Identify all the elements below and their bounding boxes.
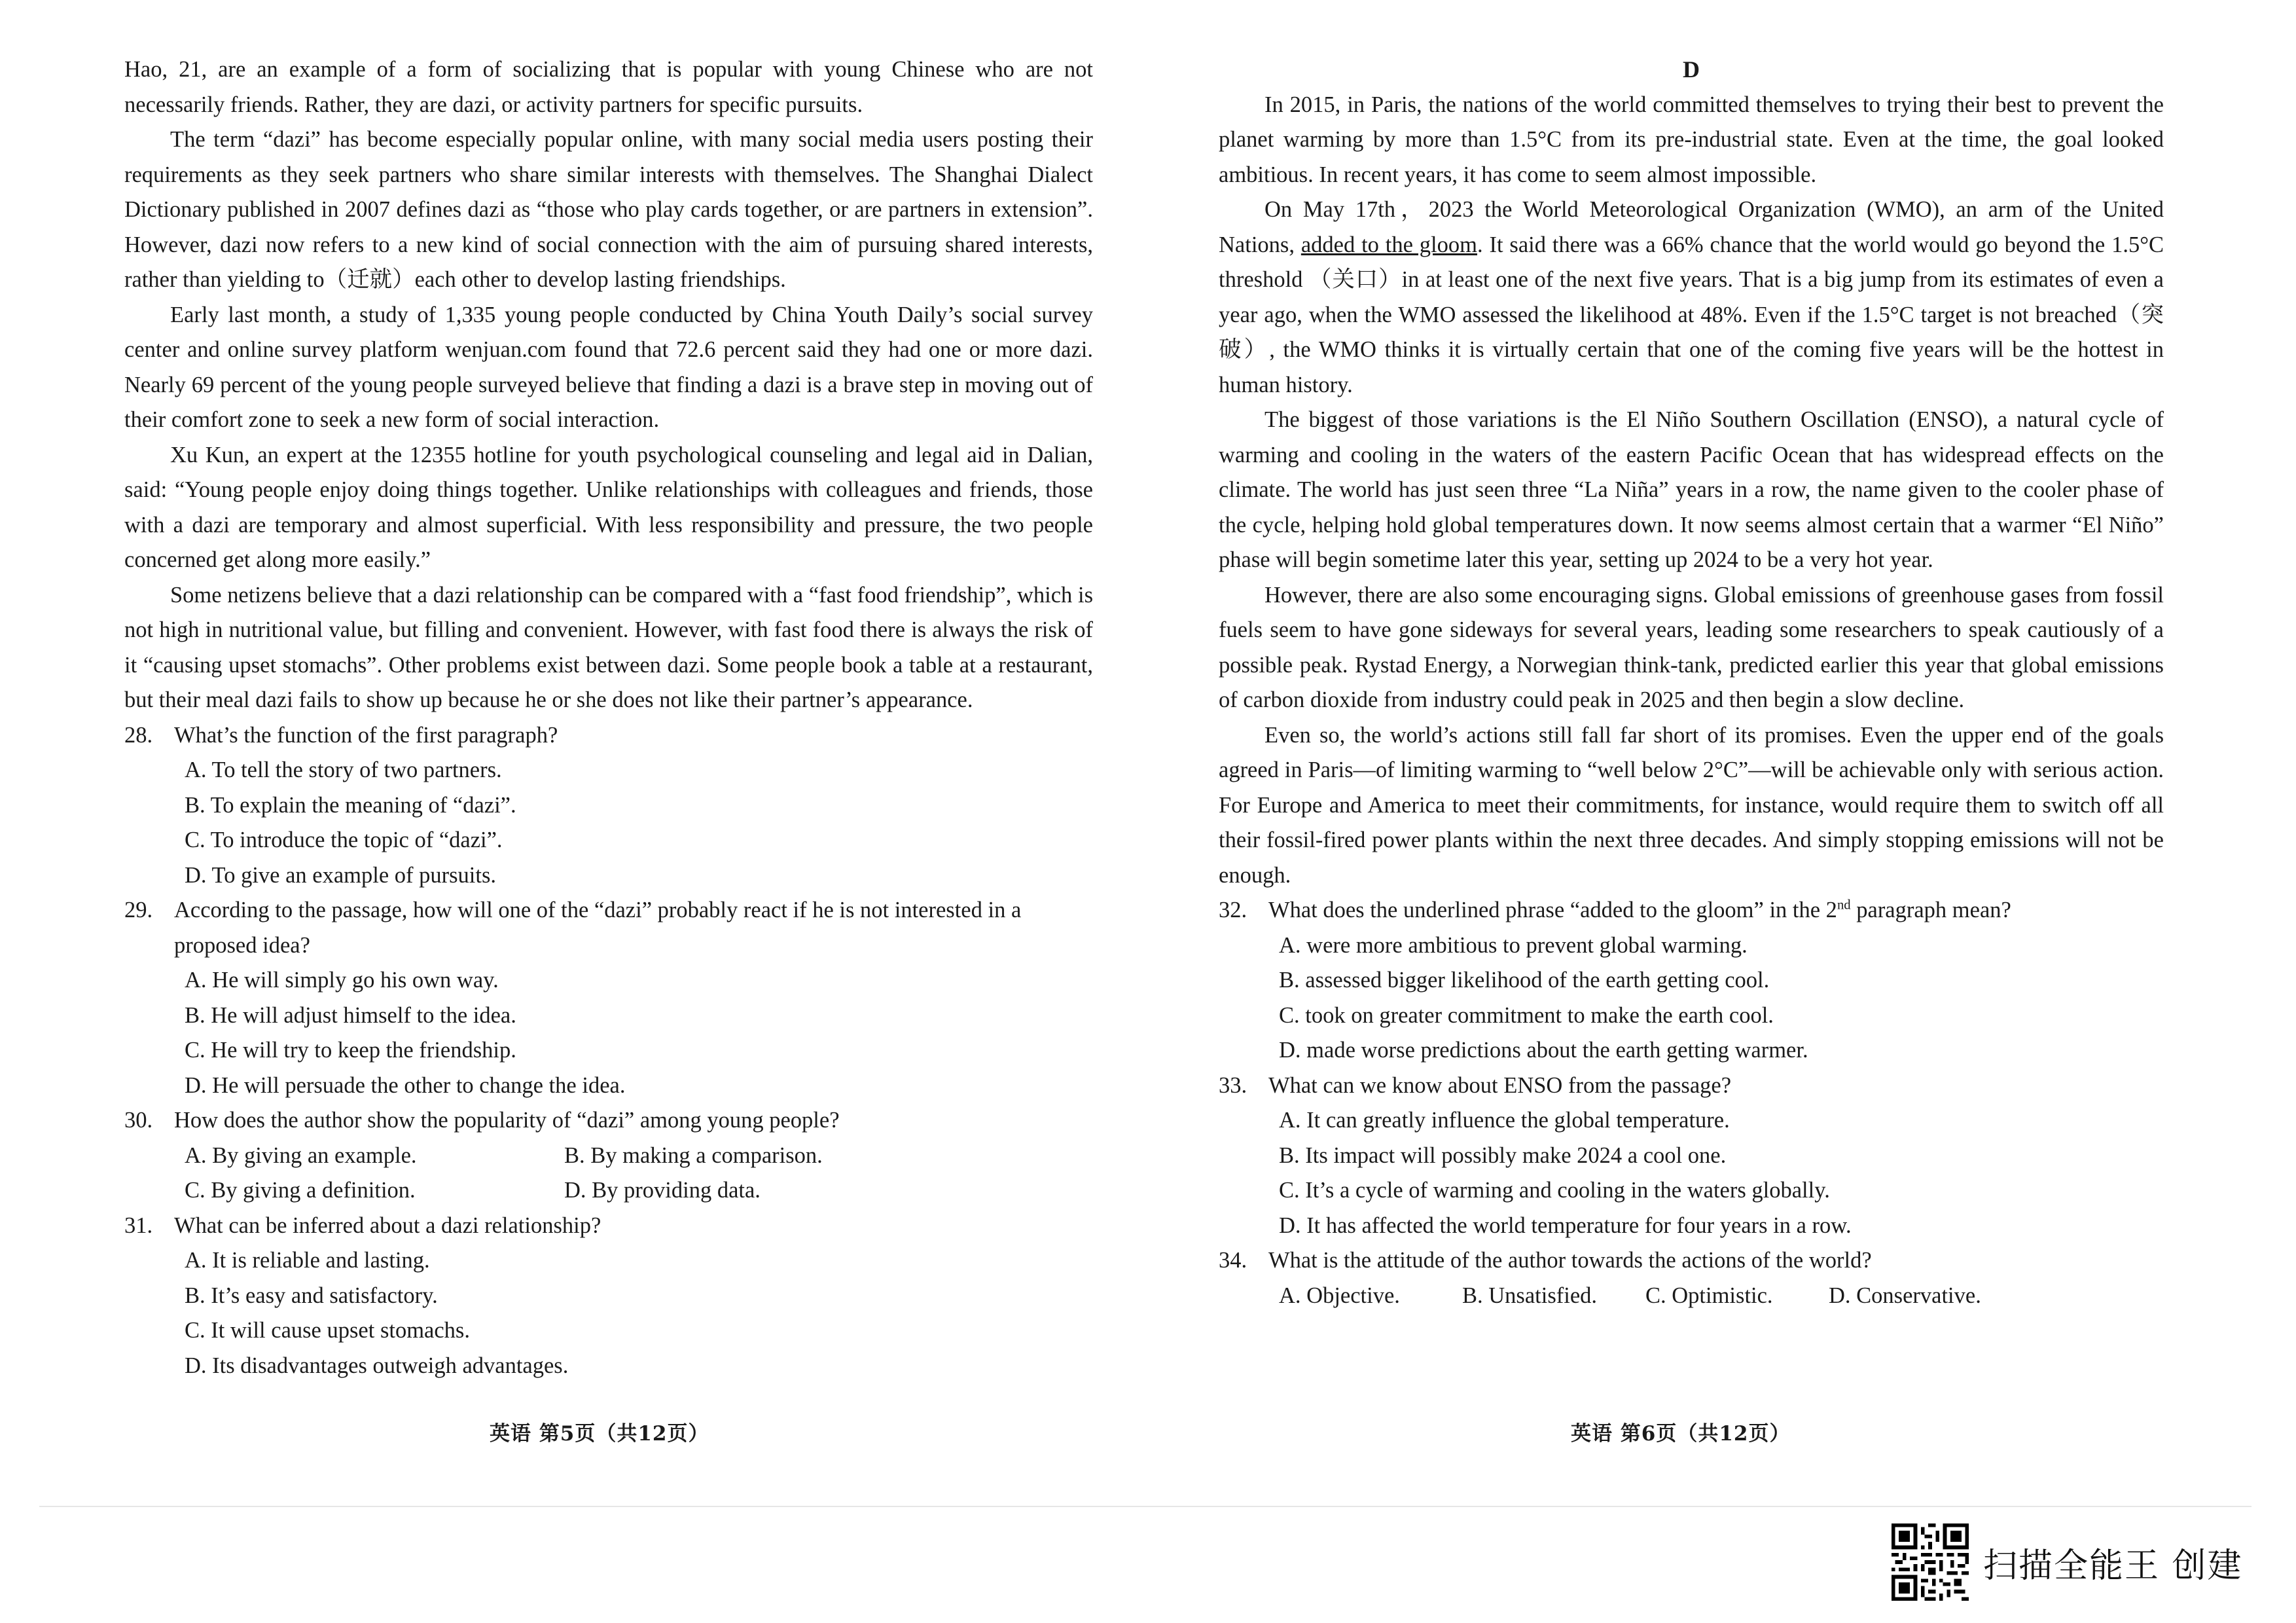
option-d: D. By providing data. xyxy=(564,1178,761,1203)
option-d: D. Its disadvantages outweigh advantages. xyxy=(185,1353,569,1378)
option-a: A. were more ambitious to prevent global warming. xyxy=(1279,932,1748,958)
question-stem: What is the attitude of the author towards the actions of the world? xyxy=(1268,1248,1872,1273)
text-span: What does the underlined phrase “added to the gloom” in the 2 xyxy=(1268,898,1837,922)
option-d: D. Conservative. xyxy=(1829,1283,1981,1308)
option-a: A. Objective. xyxy=(1279,1283,1400,1308)
watermark-text: 扫描全能王 创建 xyxy=(1983,1546,2243,1586)
option-d: D. It has affected the world temperature for four years in a row. xyxy=(1279,1213,1852,1238)
passage-paragraph: Xu Kun, an expert at the 12355 hotline for youth psychological counseling and legal aid in Dalian, said: “Young people enjoy doing things together. Unlike relationships with colleagues and friends, those with a dazi are temporary and almost superficial. With less responsibility and pressure, the two people concerned get along more easily.” xyxy=(124,442,1093,572)
passage-paragraph: Even so, the world’s actions still fall far short of its promises. Even the upper end of the goals agreed in Paris—of limiting warming to “well below 2°C”—will be achievable only with serious action. For Europe and America to meet their commitments, for instance, would require them to switch off all their fossil-fired power plants within the next three decades. And simply stopping emissions will not be enough. xyxy=(1219,722,2164,888)
question-number: 33. xyxy=(1219,1072,1247,1098)
option-b: B. Its impact will possibly make 2024 a cool one. xyxy=(1279,1142,1727,1168)
question-stem xyxy=(1268,893,2164,928)
question-33 xyxy=(1219,1068,2164,1244)
option-c: C. It will cause upset stomachs. xyxy=(185,1318,470,1343)
option-a: A. He will simply go his own way. xyxy=(185,968,499,993)
option-c: C. Optimistic. xyxy=(1645,1283,1773,1308)
divider xyxy=(39,1506,2251,1507)
passage-paragraph: Early last month, a study of 1,335 young people conducted by China Youth Daily’s social survey center and online survey platform wenjuan.com found that 72.6 percent said they had one or more dazi. Nearly 69 percent of the young people surveyed believe that finding a dazi is a brave step in moving out of their comfort zone to seek a new form of social interaction. xyxy=(124,302,1093,432)
question-number: 29. xyxy=(124,898,153,922)
text-span: . It said there was a 66% chance that the world would go beyond the 1.5°C threshold （关口）in at least one of the next five years. That is a big jump from its estimates of even a year ago, when the WMO assessed the likelihood at 48%. Even if the 1.5°C target is not breached（突破）, the WMO thinks it is virtually certain that one of the coming five years will be the hottest in human history. xyxy=(1219,232,2164,397)
option-b: B. Unsatisfied. xyxy=(1462,1283,1598,1308)
option-d: D. made worse predictions about the earth getting warmer. xyxy=(1279,1038,1808,1063)
passage-paragraph: The term “dazi” has become especially popular online, with many social media users posting their requirements as they seek partners who share similar interests with themselves. The Shanghai Dialect Dictionary published in 2007 defines dazi as “those who play cards together, or are partners in extension”. However, dazi now refers to a new kind of social connection with the aim of pursuing shared interests, rather than yielding to（迁就）each other to develop lasting friendships. xyxy=(124,127,1093,292)
option-b: B. It’s easy and satisfactory. xyxy=(185,1283,438,1308)
option-c: C. He will try to keep the friendship. xyxy=(185,1038,516,1063)
text-span: paragraph mean? xyxy=(1850,898,2011,922)
question-28 xyxy=(124,718,1093,894)
option-c: C. took on greater commitment to make the earth cool. xyxy=(1279,1002,1774,1028)
right-page xyxy=(1219,52,2164,1313)
option-c: C. By giving a definition. xyxy=(185,1178,416,1203)
question-stem: What’s the function of the first paragraph? xyxy=(174,722,558,748)
question-number: 30. xyxy=(124,1108,153,1133)
question-31 xyxy=(124,1209,1093,1384)
superscript: nd xyxy=(1837,898,1851,913)
qr-code-icon xyxy=(1892,1523,1969,1601)
option-b: B. assessed bigger likelihood of the earth getting cool. xyxy=(1279,968,1770,993)
passage-paragraph: In 2015, in Paris, the nations of the world committed themselves to trying their best to prevent the planet warming by more than 1.5°C from its pre-industrial state. Even at the time, the goal looked ambitious. In recent years, it has come to seem almost impossible. xyxy=(1219,92,2164,187)
option-d: D. He will persuade the other to change the idea. xyxy=(185,1072,626,1098)
page-footer-right: 英语 第6页（共12页） xyxy=(1571,1422,1791,1446)
option-d: D. To give an example of pursuits. xyxy=(185,862,497,888)
question-stem: How does the author show the popularity of “dazi” among young people? xyxy=(174,1108,840,1133)
option-b: B. By making a comparison. xyxy=(564,1142,823,1168)
left-page xyxy=(124,52,1093,1383)
passage-paragraph: However, there are also some encouraging signs. Global emissions of greenhouse gases from fossil fuels seem to have gone sideways for several years, leading some researchers to speak cautiously of a possible peak. Rystad Energy, a Norwegian think-tank, predicted earlier this year that global emissions of carbon dioxide from industry could peak in 2025 and then begin a slow decline. xyxy=(1219,582,2164,712)
question-32 xyxy=(1219,893,2164,1068)
question-stem: What can we know about ENSO from the passage? xyxy=(1268,1072,1732,1098)
passage-paragraph-2 xyxy=(1219,192,2164,403)
option-c: C. It’s a cycle of warming and cooling in the waters globally. xyxy=(1279,1178,1830,1203)
option-a: A. To tell the story of two partners. xyxy=(185,757,502,782)
question-stem: What can be inferred about a dazi relationship? xyxy=(174,1213,601,1238)
passage-paragraph: Hao, 21, are an example of a form of socializing that is popular with young Chinese who are not necessarily friends. Rather, they are dazi, or activity partners for specific pursuits. xyxy=(124,57,1093,117)
text-span: On May 17th，2023 the World Meteorological Organization (WMO), an arm of the United Nations, xyxy=(1219,197,2164,257)
question-number: 28. xyxy=(124,722,153,748)
passage-paragraph: Some netizens believe that a dazi relationship can be compared with a “fast food friendship”, which is not high in nutritional value, but filling and convenient. However, with fast food there is always the risk of it “causing upset stomachs”. Other problems exist between dazi. Some people book a table at a restaurant, but their meal dazi fails to show up because he or she does not like their partner’s appearance. xyxy=(124,582,1093,712)
option-b: B. To explain the meaning of “dazi”. xyxy=(185,792,516,818)
passage-paragraph: The biggest of those variations is the El Niño Southern Oscillation (ENSO), a natural cycle of warming and cooling in the waters of the eastern Pacific Ocean that has widespread effects on the climate. The world has just seen three “La Niña” years in a row, the name given to the cooler phase of the cycle, helping hold global temperatures down. It now seems almost certain that a warmer “El Niño” phase will begin sometime later this year, setting up 2024 to be a very hot year. xyxy=(1219,407,2164,572)
option-c: C. To introduce the topic of “dazi”. xyxy=(185,828,503,852)
question-34 xyxy=(1219,1243,2164,1313)
option-a: A. It can greatly influence the global temperature. xyxy=(1279,1108,1730,1133)
question-number: 31. xyxy=(124,1213,153,1238)
question-number: 32. xyxy=(1219,898,1247,922)
question-29 xyxy=(124,893,1093,1103)
question-30 xyxy=(124,1103,1093,1209)
question-stem: According to the passage, how will one of the “dazi” probably react if he is not interested in a proposed idea? xyxy=(174,898,1022,958)
scanner-watermark xyxy=(1892,1523,2243,1601)
page-footer-left: 英语 第5页（共12页） xyxy=(490,1422,709,1446)
underlined-phrase: added to the gloom xyxy=(1300,232,1477,257)
option-a: A. By giving an example. xyxy=(185,1142,417,1168)
section-heading: D xyxy=(1683,56,1700,82)
option-a: A. It is reliable and lasting. xyxy=(185,1248,430,1273)
question-number: 34. xyxy=(1219,1248,1247,1273)
option-b: B. He will adjust himself to the idea. xyxy=(185,1002,516,1028)
